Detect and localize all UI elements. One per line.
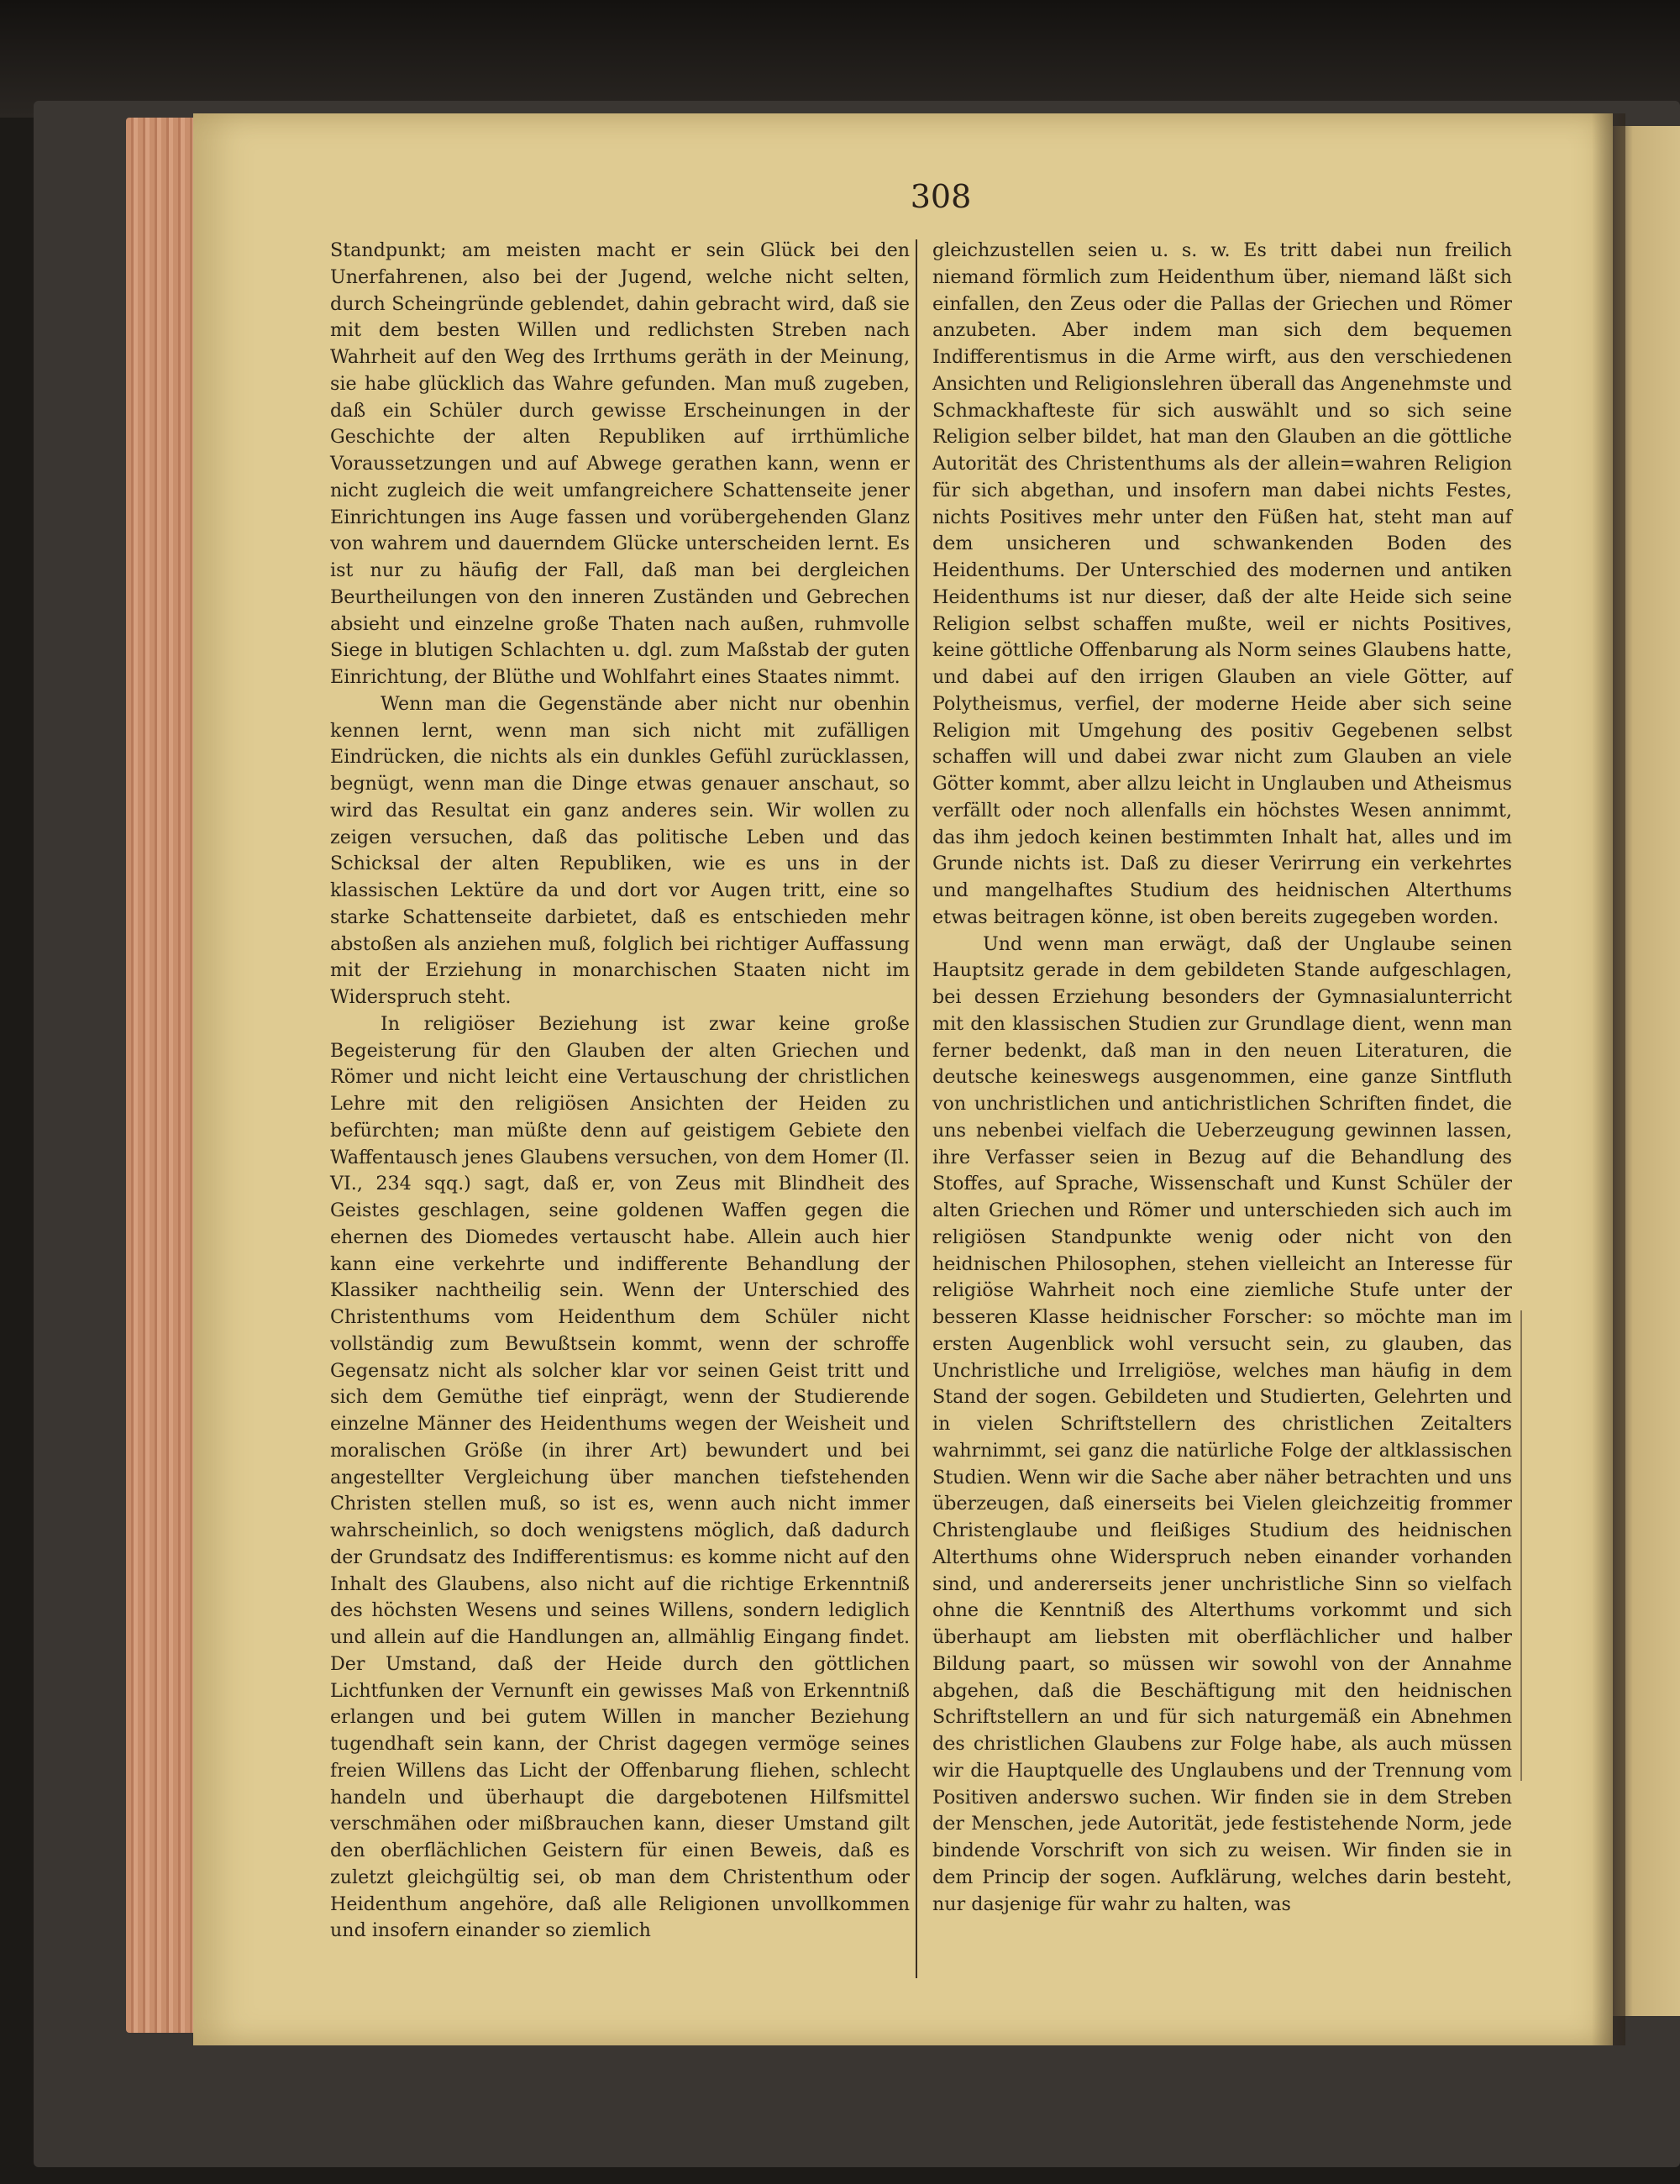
paragraph: gleichzustellen seien u. s. w. Es tritt dabei nun freilich niemand förmlich zum Heidenthum über, niemand läßt sich einfallen, den Zeus oder die Pallas der Griechen und Römer anzubeten. Aber indem man sich dem bequemen Indifferentismus in die Arme wirft, aus den verschiedenen Ansichten und Religionslehren überall das Angenehmste und Schmackhafteste für sich auswählt und so sich seine Religion selber bildet, hat man den Glauben an die göttliche Autorität des Christenthums als der allein=wahren Religion für sich abgethan, und insofern man dabei nichts Festes, nichts Positives mehr unter den Füßen hat, steht man auf dem unsicheren und schwankenden Boden des Heidenthums. Der Unterschied des modernen und antiken Heidenthums ist nur dieser, daß der alte Heide sich seine Religion selbst schaffen mußte, weil er nichts Positives, keine göttliche Offenbarung als Norm seines Glaubens hatte, und dabei auf den irrigen Glauben an viele Götter, auf Polytheismus, verfiel, der moderne Heide aber sich seine Religion mit Umgehung des positiv Gegebenen selbst schaffen will und dabei zwar nicht zum Glauben an viele Götter kommt, aber allzu leicht in Unglauben und Atheismus verfällt oder noch allenfalls ein höchstes Wesen annimmt, das ihm jedoch keinen bestimmten Inhalt hat, alles und im Grunde nichts ist. Daß zu dieser Verirrung ein verkehrtes und mangelhaftes Studium des heidnischen Alterthums etwas beitragen könne, ist oben bereits zugegeben worden. — [932, 239, 1512, 928]
text-column-right — [932, 238, 1512, 1918]
text-column-left — [330, 238, 910, 1945]
column-divider — [916, 239, 917, 1978]
paragraph: Wenn man die Gegenstände aber nicht nur obenhin kennen lernt, wenn man sich nicht mit zufälligen Eindrücken, die nichts als ein dunkles Gefühl zurücklassen, begnügt, wenn man die Dinge etwas genauer anschaut, so wird das Resultat ein ganz anderes sein. Wir wollen zu zeigen versuchen, daß das politische Leben und das Schicksal der alten Republiken, wie es uns in der klassischen Lektüre da und dort vor Augen tritt, eine so starke Schattenseite darbietet, daß es entschieden mehr abstoßen als anziehen muß, folglich bei richtiger Auffassung mit der Erziehung in monarchischen Staaten nicht im Widerspruch steht. — [330, 692, 910, 1008]
scan-background — [0, 0, 1680, 118]
margin-mark — [1520, 1310, 1522, 1781]
paragraph: Standpunkt; am meisten macht er sein Glück bei den Unerfahrenen, also bei der Jugend, welche nicht selten, durch Scheingründe geblendet, dahin gebracht wird, daß sie mit dem besten Willen und redlichsten Streben nach Wahrheit auf den Weg des Irrthums geräth in der Meinung, sie habe glücklich das Wahre gefunden. Man muß zugeben, daß ein Schüler durch gewisse Erscheinungen in der Geschichte der alten Republiken auf irrthümliche Voraussetzungen und auf Abwege gerathen kann, wenn er nicht zugleich die weit umfangreichere Schattenseite jener Einrichtungen ins Auge fassen und vorübergehenden Glanz von wahrem und dauerndem Glücke unterscheiden lernt. Es ist nur zu häufig der Fall, daß man bei dergleichen Beurtheilungen von den inneren Zuständen und Gebrechen absieht und einzelne große Thaten nach außen, ruhmvolle Siege in blutigen Schlachten u. dgl. zum Maßstab der guten Einrichtung, der Blüthe und Wohlfahrt eines Staates nimmt. — [330, 239, 910, 688]
paragraph: Und wenn man erwägt, daß der Unglaube seinen Hauptsitz gerade in dem gebildeten Stande aufgeschlagen, bei dessen Erziehung besonders der Gymnasialunterricht mit den klassischen Studien zur Grundlage dient, wenn man ferner bedenkt, daß man in den neuen Literaturen, die deutsche keineswegs ausgenommen, eine ganze Sintfluth von unchristlichen und antichristlichen Schriften findet, die uns nebenbei vielfach die Ueberzeugung gewinnen lassen, ihre Verfasser seien in Bezug auf die Behandlung des Stoffes, auf Sprache, Wissenschaft und Kunst Schüler der alten Griechen und Römer und unterschieden sich auch im religiösen Standpunkte wenig oder nicht von den heidnischen Philosophen, stehen vielleicht an Interesse für religiöse Wahrheit noch eine ziemliche Stufe unter der besseren Klasse heidnischer Forscher: so möchte man im ersten Augenblick wohl versucht sein, zu glauben, das Unchristliche und Irreligiöse, welches man häufig in dem Stand der sogen. Gebildeten und Studierten, Gelehrten und in vielen Schriftstellern des christlichen Zeitalters wahrnimmt, sei ganz die natürliche Folge der altklassischen Studien. Wenn wir die Sache aber näher betrachten und uns überzeugen, daß einerseits bei Vielen gleichzeitig frommer Christenglaube und fleißiges Studium des heidnischen Alterthums ohne Widerspruch neben einander vorhanden sind, und andererseits jener unchristliche Sinn so vielfach ohne die Kenntniß des Alterthums vorkommt und sich überhaupt am liebsten mit oberflächlicher und halber Bildung paart, so müssen wir sowohl von der Annahme abgehen, daß die Beschäftigung mit den heidnischen Schriftstellern an und für sich naturgemäß ein Abnehmen des christlichen Glaubens zur Folge habe, als auch müssen wir die Hauptquelle des Unglaubens und der Trennung vom Positiven anderswo suchen. Wir finden sie in dem Streben der Menschen, jede Autorität, jede festistehende Norm, jede bindende Vorschrift von sich zu weisen. Wir finden sie in dem Princip der sogen. Aufklärung, welches darin besteht, nur dasjenige für wahr zu halten, was — [932, 932, 1512, 1915]
paragraph: In religiöser Beziehung ist zwar keine große Begeisterung für den Glauben der alten Griechen und Römer und nicht leicht eine Vertauschung der christlichen Lehre mit den religiösen Ansichten der Heiden zu befürchten; man müßte denn auf geistigem Gebiete den Waffentausch jenes Glaubens versuchen, von dem Homer (Il. VI., 234 sqq.) sagt, daß er, von Zeus mit Blindheit des Geistes geschlagen, seine goldenen Waffen gegen die ehernen des Diomedes vertauscht habe. Allein auch hier kann eine verkehrte und indifferente Behandlung der Klassiker nachtheilig sein. Wenn der Unterschied des Christenthums vom Heidenthum dem Schüler nicht vollständig zum Bewußtsein kommt, wenn der schroffe Gegensatz nicht als solcher klar vor seinen Geist tritt und sich dem Gemüthe tief einprägt, wenn der Studierende einzelne Männer des Heidenthums wegen der Weisheit und moralischen Größe (in ihrer Art) bewundert und bei angestellter Vergleichung über manchen tiefstehenden Christen stellen muß, so ist es, wenn auch nicht immer wahrscheinlich, so doch wenigstens möglich, daß dadurch der Grundsatz des Indifferentismus: es komme nicht auf den Inhalt des Glaubens, also nicht auf die richtige Erkenntniß des höchsten Wesens und seines Willens, sondern lediglich und allein auf die Handlungen an, allmählig Eingang findet. Der Umstand, daß der Heide durch den göttlichen Lichtfunken der Vernunft ein gewisses Maß von Erkenntniß erlangen und bei gutem Willen in mancher Beziehung tugendhaft sein kann, der Christ dagegen vermöge seines freien Willens das Licht der Offenbarung fliehen, schlecht handeln und überhaupt die dargebotenen Hilfsmittel verschmähen oder mißbrauchen kann, dieser Umstand gilt den oberflächlichen Geistern für einen Beweis, daß es zuletzt gleichgültig sei, ob man dem Christenthum oder Heidenthum angehöre, daß alle Religionen unvollkommen und insofern einander so ziemlich — [330, 1012, 910, 1942]
gutter-shadow — [1592, 113, 1625, 2045]
page-number: 308 — [910, 178, 972, 215]
